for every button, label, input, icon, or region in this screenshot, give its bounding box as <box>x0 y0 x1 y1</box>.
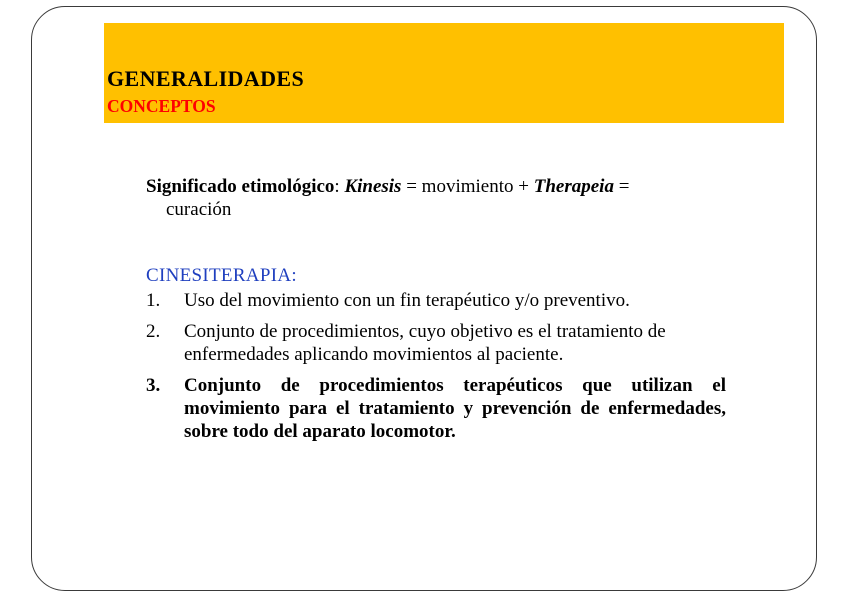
etymology-equals-2: = <box>613 176 630 197</box>
slide-title: GENERALIDADES <box>107 66 305 91</box>
etymology-line2: curación <box>166 199 232 220</box>
definition-number: 2. <box>146 321 161 342</box>
definition-text: Conjunto de procedimientos terapéuticos que utilizan el movimiento para el tratamiento y prevención de enfermedades, sobre todo del aparato locomotor. <box>184 375 726 442</box>
definition-number: 3. <box>146 375 161 396</box>
etymology-paragraph <box>146 175 736 221</box>
definition-list <box>146 289 726 443</box>
definition-text: Conjunto de procedimientos, cuyo objetivo es el tratamiento de enfermedades aplicando movimientos al paciente. <box>184 321 666 365</box>
definition-item-3 <box>146 374 726 443</box>
etymology-label: Significado etimológico <box>146 176 335 197</box>
definition-text: Uso del movimiento con un fin terapéutico y/o preventivo. <box>184 290 630 311</box>
etymology-equals-1: = movimiento + <box>401 176 534 197</box>
definition-item-2 <box>146 320 726 366</box>
etymology-term-therapeia: Therapeia <box>533 176 614 197</box>
etymology-colon: : <box>334 176 340 197</box>
section-heading: CINESITERAPIA: <box>146 265 297 286</box>
definition-number: 1. <box>146 290 161 311</box>
etymology-term-kinesis: Kinesis <box>344 176 402 197</box>
slide-subtitle: CONCEPTOS <box>107 96 216 116</box>
definition-item-1 <box>146 289 726 312</box>
